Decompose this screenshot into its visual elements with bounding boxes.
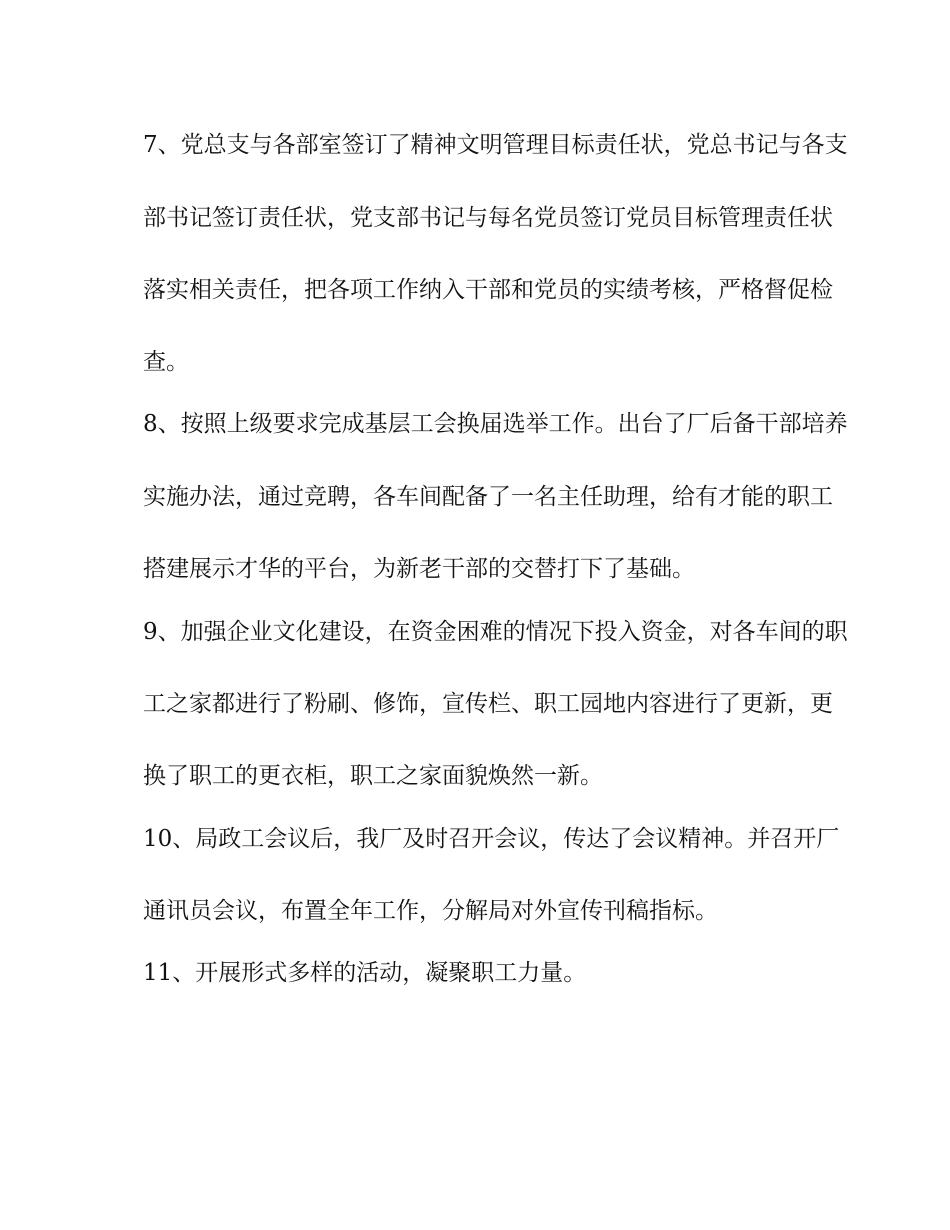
text-line: 8、按照上级要求完成基层工会换届选举工作。出台了厂后备干部培养: [143, 411, 848, 437]
text-line: 搭建展示才华的平台，为新老干部的交替打下了基础。: [143, 556, 695, 582]
text-line: 换了职工的更衣柜，职工之家面貌焕然一新。: [143, 763, 603, 789]
text-line: 11、开展形式多样的活动，凝聚职工力量。: [143, 960, 587, 986]
text-line: 9、加强企业文化建设，在资金困难的情况下投入资金，对各车间的职: [143, 619, 848, 645]
text-line: 实施办法，通过竞聘，各车间配备了一名主任助理，给有才能的职工: [143, 484, 833, 510]
text-line: 落实相关责任，把各项工作纳入干部和党员的实绩考核，严格督促检: [143, 277, 833, 303]
text-line: 部书记签订责任状，党支部书记与每名党员签订党员目标管理责任状: [143, 205, 833, 231]
text-line: 通讯员会议，布置全年工作，分解局对外宣传刊稿指标。: [143, 898, 718, 924]
text-line: 工之家都进行了粉刷、修饰，宣传栏、职工园地内容进行了更新，更: [143, 691, 833, 717]
text-line: 查。: [143, 349, 189, 375]
text-line: 10、局政工会议后，我厂及时召开会议，传达了会议精神。并召开厂: [143, 826, 840, 852]
text-line: 7、党总支与各部室签订了精神文明管理目标责任状，党总书记与各支: [143, 132, 848, 158]
